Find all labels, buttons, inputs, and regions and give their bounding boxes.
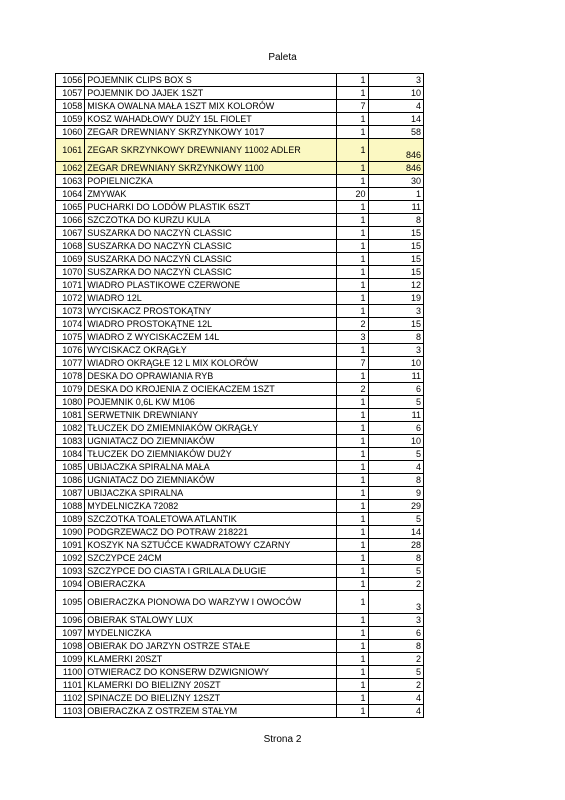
value-cell: 15 xyxy=(368,227,423,240)
table-row xyxy=(56,666,424,679)
value-cell: 6 xyxy=(368,383,423,396)
table-row xyxy=(56,614,424,627)
item-name-cell: KLAMERKI DO BIELIZNY 20SZT xyxy=(85,679,337,692)
item-name-cell: TŁUCZEK DO ZMIEMNIAKÓW OKRĄGŁY xyxy=(85,422,337,435)
table-row xyxy=(56,705,424,718)
quantity-cell: 1 xyxy=(337,500,368,513)
value-cell: 3 xyxy=(368,614,423,627)
quantity-cell: 1 xyxy=(337,705,368,718)
quantity-cell: 1 xyxy=(337,552,368,565)
quantity-cell: 1 xyxy=(337,679,368,692)
quantity-cell: 1 xyxy=(337,539,368,552)
page-header-title: Paleta xyxy=(268,52,297,63)
table-row xyxy=(56,526,424,539)
quantity-cell: 1 xyxy=(337,666,368,679)
item-name-cell: SUSZARKA DO NACZYŃ CLASSIC xyxy=(85,253,337,266)
quantity-cell: 1 xyxy=(337,126,368,139)
row-number-cell: 1063 xyxy=(56,175,85,188)
value-cell: 14 xyxy=(368,113,423,126)
table-row xyxy=(56,513,424,526)
quantity-cell: 2 xyxy=(337,318,368,331)
table-row xyxy=(56,305,424,318)
table-row xyxy=(56,139,424,162)
row-number-cell: 1058 xyxy=(56,100,85,113)
table-row xyxy=(56,357,424,370)
item-name-cell: PUCHARKI DO LODÓW PLASTIK 6SZT xyxy=(85,201,337,214)
table-row xyxy=(56,692,424,705)
quantity-cell: 2 xyxy=(337,383,368,396)
value-cell: 8 xyxy=(368,552,423,565)
quantity-cell: 1 xyxy=(337,653,368,666)
value-cell: 14 xyxy=(368,526,423,539)
item-name-cell: MYDELNICZKA 72082 xyxy=(85,500,337,513)
item-name-cell: OBIERACZKA Z OSTRZEM STAŁYM xyxy=(85,705,337,718)
table-row xyxy=(56,539,424,552)
table-row xyxy=(56,201,424,214)
value-cell: 8 xyxy=(368,214,423,227)
quantity-cell: 1 xyxy=(337,240,368,253)
row-number-cell: 1083 xyxy=(56,435,85,448)
quantity-cell: 1 xyxy=(337,370,368,383)
quantity-cell: 1 xyxy=(337,487,368,500)
item-name-cell: SUSZARKA DO NACZYŃ CLASSIC xyxy=(85,266,337,279)
value-cell: 8 xyxy=(368,474,423,487)
value-cell: 9 xyxy=(368,487,423,500)
item-name-cell: POJEMNIK 0,6L KW M106 xyxy=(85,396,337,409)
table-row xyxy=(56,100,424,113)
quantity-cell: 3 xyxy=(337,331,368,344)
table-row xyxy=(56,552,424,565)
row-number-cell: 1100 xyxy=(56,666,85,679)
page-footer-label: Strona 2 xyxy=(263,734,302,745)
value-cell: 15 xyxy=(368,240,423,253)
row-number-cell: 1098 xyxy=(56,640,85,653)
row-number-cell: 1071 xyxy=(56,279,85,292)
quantity-cell: 1 xyxy=(337,344,368,357)
row-number-cell: 1064 xyxy=(56,188,85,201)
item-name-cell: SPINACZE DO BIELIZNY 12SZT xyxy=(85,692,337,705)
table-row xyxy=(56,435,424,448)
row-number-cell: 1090 xyxy=(56,526,85,539)
row-number-cell: 1062 xyxy=(56,162,85,175)
quantity-cell: 1 xyxy=(337,201,368,214)
value-cell: 3 xyxy=(368,344,423,357)
quantity-cell: 1 xyxy=(337,627,368,640)
row-number-cell: 1060 xyxy=(56,126,85,139)
item-name-cell: KOSZYK NA SZTUĆCE KWADRATOWY CZARNY xyxy=(85,539,337,552)
value-cell: 8 xyxy=(368,331,423,344)
table-row xyxy=(56,87,424,100)
row-number-cell: 1095 xyxy=(56,591,85,614)
row-number-cell: 1069 xyxy=(56,253,85,266)
table-row xyxy=(56,344,424,357)
row-number-cell: 1091 xyxy=(56,539,85,552)
item-name-cell: DESKA DO KROJENIA Z OCIEKACZEM 1SZT xyxy=(85,383,337,396)
item-name-cell: PODGRZEWACZ DO POTRAW 218221 xyxy=(85,526,337,539)
row-number-cell: 1059 xyxy=(56,113,85,126)
value-cell: 2 xyxy=(368,578,423,591)
quantity-cell: 1 xyxy=(337,74,368,87)
table-row xyxy=(56,653,424,666)
value-cell: 846 xyxy=(368,139,423,162)
quantity-cell: 1 xyxy=(337,214,368,227)
quantity-cell: 1 xyxy=(337,266,368,279)
value-cell: 2 xyxy=(368,653,423,666)
table-row xyxy=(56,175,424,188)
item-name-cell: OBIERAK STALOWY LUX xyxy=(85,614,337,627)
quantity-cell: 7 xyxy=(337,357,368,370)
item-name-cell: OBIERACZKA PIONOWA DO WARZYW I OWOCÓW xyxy=(85,591,337,614)
quantity-cell: 1 xyxy=(337,640,368,653)
row-number-cell: 1075 xyxy=(56,331,85,344)
quantity-cell: 1 xyxy=(337,692,368,705)
value-cell: 4 xyxy=(368,705,423,718)
quantity-cell: 1 xyxy=(337,162,368,175)
item-name-cell: OBIERACZKA xyxy=(85,578,337,591)
item-name-cell: MYDELNICZKA xyxy=(85,627,337,640)
value-cell: 5 xyxy=(368,396,423,409)
value-cell: 11 xyxy=(368,201,423,214)
row-number-cell: 1096 xyxy=(56,614,85,627)
item-name-cell: POJEMNIK DO JAJEK 1SZT xyxy=(85,87,337,100)
table-row xyxy=(56,396,424,409)
item-name-cell: WYCISKACZ PROSTOKĄTNY xyxy=(85,305,337,318)
table-row xyxy=(56,500,424,513)
quantity-cell: 1 xyxy=(337,409,368,422)
quantity-cell: 1 xyxy=(337,448,368,461)
table-row xyxy=(56,627,424,640)
table-row xyxy=(56,113,424,126)
table-row xyxy=(56,214,424,227)
item-name-cell: SUSZARKA DO NACZYŃ CLASSIC xyxy=(85,240,337,253)
item-name-cell: MISKA OWALNA MAŁA 1SZT MIX KOLORÓW xyxy=(85,100,337,113)
table-row xyxy=(56,240,424,253)
value-cell: 3 xyxy=(368,305,423,318)
quantity-cell: 1 xyxy=(337,578,368,591)
item-name-cell: SZCZYPCE 24CM xyxy=(85,552,337,565)
table-row xyxy=(56,318,424,331)
value-cell: 8 xyxy=(368,640,423,653)
row-number-cell: 1061 xyxy=(56,139,85,162)
value-cell: 5 xyxy=(368,448,423,461)
inventory-table xyxy=(55,73,424,718)
row-number-cell: 1066 xyxy=(56,214,85,227)
item-name-cell: UGNIATACZ DO ZIEMNIAKÓW xyxy=(85,435,337,448)
row-number-cell: 1089 xyxy=(56,513,85,526)
inventory-table-body xyxy=(56,74,424,718)
quantity-cell: 1 xyxy=(337,113,368,126)
quantity-cell: 1 xyxy=(337,422,368,435)
item-name-cell: ZEGAR DREWNIANY SKRZYNKOWY 1017 xyxy=(85,126,337,139)
row-number-cell: 1077 xyxy=(56,357,85,370)
table-row xyxy=(56,640,424,653)
table-row xyxy=(56,474,424,487)
quantity-cell: 1 xyxy=(337,279,368,292)
row-number-cell: 1072 xyxy=(56,292,85,305)
row-number-cell: 1088 xyxy=(56,500,85,513)
value-cell: 15 xyxy=(368,318,423,331)
value-cell: 58 xyxy=(368,126,423,139)
row-number-cell: 1084 xyxy=(56,448,85,461)
table-row xyxy=(56,578,424,591)
row-number-cell: 1085 xyxy=(56,461,85,474)
quantity-cell: 1 xyxy=(337,435,368,448)
item-name-cell: SZCZYPCE DO CIASTA I GRILALA DŁUGIE xyxy=(85,565,337,578)
item-name-cell: KOSZ WAHADŁOWY DUŻY 15L FIOLET xyxy=(85,113,337,126)
item-name-cell: WIADRO 12L xyxy=(85,292,337,305)
value-cell: 10 xyxy=(368,357,423,370)
item-name-cell: ZEGAR DREWNIANY SKRZYNKOWY 1100 xyxy=(85,162,337,175)
item-name-cell: UBIJACZKA SPIRALNA MAŁA xyxy=(85,461,337,474)
row-number-cell: 1068 xyxy=(56,240,85,253)
quantity-cell: 1 xyxy=(337,227,368,240)
quantity-cell: 7 xyxy=(337,100,368,113)
quantity-cell: 1 xyxy=(337,461,368,474)
item-name-cell: WIADRO Z WYCISKACZEM 14L xyxy=(85,331,337,344)
quantity-cell: 1 xyxy=(337,591,368,614)
value-cell: 4 xyxy=(368,692,423,705)
value-cell: 15 xyxy=(368,253,423,266)
item-name-cell: WYCISKACZ OKRĄGŁY xyxy=(85,344,337,357)
value-cell: 4 xyxy=(368,100,423,113)
value-cell: 1 xyxy=(368,188,423,201)
value-cell: 5 xyxy=(368,666,423,679)
value-cell: 30 xyxy=(368,175,423,188)
item-name-cell: UBIJACZKA SPIRALNA xyxy=(85,487,337,500)
row-number-cell: 1081 xyxy=(56,409,85,422)
value-cell: 6 xyxy=(368,422,423,435)
value-cell: 29 xyxy=(368,500,423,513)
item-name-cell: OBIERAK DO JARZYN OSTRZE STAŁE xyxy=(85,640,337,653)
item-name-cell: WIADRO PLASTIKOWE CZERWONE xyxy=(85,279,337,292)
row-number-cell: 1102 xyxy=(56,692,85,705)
table-row xyxy=(56,253,424,266)
quantity-cell: 1 xyxy=(337,474,368,487)
item-name-cell: SZCZOTKA TOALETOWA ATLANTIK xyxy=(85,513,337,526)
quantity-cell: 1 xyxy=(337,292,368,305)
quantity-cell: 1 xyxy=(337,305,368,318)
table-row xyxy=(56,279,424,292)
table-row xyxy=(56,448,424,461)
item-name-cell: OTWIERACZ DO KONSERW DZWIGNIOWY xyxy=(85,666,337,679)
row-number-cell: 1097 xyxy=(56,627,85,640)
table-row xyxy=(56,409,424,422)
table-row xyxy=(56,422,424,435)
row-number-cell: 1056 xyxy=(56,74,85,87)
item-name-cell: ZEGAR SKRZYNKOWY DREWNIANY 11002 ADLER xyxy=(85,139,337,162)
row-number-cell: 1086 xyxy=(56,474,85,487)
row-number-cell: 1099 xyxy=(56,653,85,666)
item-name-cell: POJEMNIK CLIPS BOX S xyxy=(85,74,337,87)
value-cell: 3 xyxy=(368,74,423,87)
table-row xyxy=(56,679,424,692)
table-row xyxy=(56,162,424,175)
value-cell: 2 xyxy=(368,679,423,692)
row-number-cell: 1057 xyxy=(56,87,85,100)
row-number-cell: 1092 xyxy=(56,552,85,565)
value-cell: 11 xyxy=(368,370,423,383)
item-name-cell: WIADRO OKRĄGŁE 12 L MIX KOLORÓW xyxy=(85,357,337,370)
item-name-cell: DESKA DO OPRAWIANIA RYB xyxy=(85,370,337,383)
value-cell: 5 xyxy=(368,565,423,578)
table-row xyxy=(56,461,424,474)
row-number-cell: 1094 xyxy=(56,578,85,591)
quantity-cell: 1 xyxy=(337,175,368,188)
row-number-cell: 1103 xyxy=(56,705,85,718)
table-row xyxy=(56,188,424,201)
table-row xyxy=(56,126,424,139)
item-name-cell: WIADRO PROSTOKĄTNE 12L xyxy=(85,318,337,331)
quantity-cell: 1 xyxy=(337,513,368,526)
row-number-cell: 1093 xyxy=(56,565,85,578)
row-number-cell: 1101 xyxy=(56,679,85,692)
item-name-cell: UGNIATACZ DO ZIEMNIAKÓW xyxy=(85,474,337,487)
table-row xyxy=(56,292,424,305)
table-row xyxy=(56,331,424,344)
quantity-cell: 1 xyxy=(337,253,368,266)
value-cell: 10 xyxy=(368,435,423,448)
table-row xyxy=(56,487,424,500)
item-name-cell: ZMYWAK xyxy=(85,188,337,201)
quantity-cell: 1 xyxy=(337,526,368,539)
table-row xyxy=(56,74,424,87)
table-row xyxy=(56,591,424,614)
row-number-cell: 1070 xyxy=(56,266,85,279)
row-number-cell: 1082 xyxy=(56,422,85,435)
item-name-cell: POPIELNICZKA xyxy=(85,175,337,188)
quantity-cell: 20 xyxy=(337,188,368,201)
value-cell: 846 xyxy=(368,162,423,175)
item-name-cell: TŁUCZEK DO ZIEMNIAKÓW DUŻY xyxy=(85,448,337,461)
row-number-cell: 1080 xyxy=(56,396,85,409)
table-row xyxy=(56,370,424,383)
value-cell: 10 xyxy=(368,87,423,100)
table-row xyxy=(56,266,424,279)
value-cell: 5 xyxy=(368,513,423,526)
value-cell: 3 xyxy=(368,591,423,614)
row-number-cell: 1073 xyxy=(56,305,85,318)
row-number-cell: 1087 xyxy=(56,487,85,500)
item-name-cell: SUSZARKA DO NACZYŃ CLASSIC xyxy=(85,227,337,240)
item-name-cell: KLAMERKI 20SZT xyxy=(85,653,337,666)
value-cell: 28 xyxy=(368,539,423,552)
quantity-cell: 1 xyxy=(337,396,368,409)
row-number-cell: 1074 xyxy=(56,318,85,331)
value-cell: 6 xyxy=(368,627,423,640)
quantity-cell: 1 xyxy=(337,139,368,162)
quantity-cell: 1 xyxy=(337,87,368,100)
row-number-cell: 1067 xyxy=(56,227,85,240)
value-cell: 12 xyxy=(368,279,423,292)
value-cell: 19 xyxy=(368,292,423,305)
quantity-cell: 1 xyxy=(337,565,368,578)
row-number-cell: 1078 xyxy=(56,370,85,383)
row-number-cell: 1076 xyxy=(56,344,85,357)
row-number-cell: 1065 xyxy=(56,201,85,214)
table-row xyxy=(56,383,424,396)
row-number-cell: 1079 xyxy=(56,383,85,396)
item-name-cell: SERWETNIK DREWNIANY xyxy=(85,409,337,422)
value-cell: 4 xyxy=(368,461,423,474)
value-cell: 11 xyxy=(368,409,423,422)
value-cell: 15 xyxy=(368,266,423,279)
item-name-cell: SZCZOTKA DO KURZU KULA xyxy=(85,214,337,227)
table-row xyxy=(56,227,424,240)
quantity-cell: 1 xyxy=(337,614,368,627)
table-row xyxy=(56,565,424,578)
